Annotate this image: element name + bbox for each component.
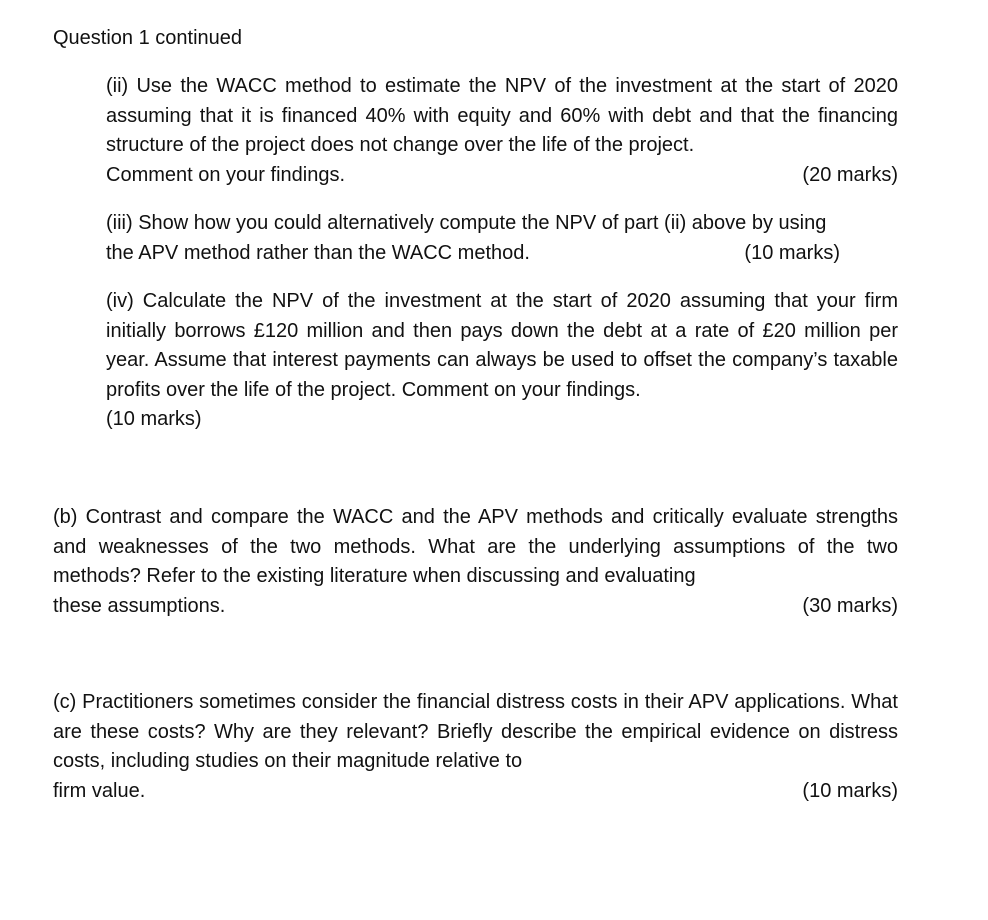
part-ii-last-line <box>106 161 898 191</box>
part-iii-marks: (10 marks) <box>744 241 840 264</box>
part-c-last-line <box>53 777 898 807</box>
question-part-b <box>53 503 898 621</box>
part-ii-text: (ii) Use the WACC method to estimate the NPV of the investment at the start of 2020 assuming that it is financed 40% with equity and 60% with debt and that the financing structure of the project does not change over the life of the project. <box>106 75 898 156</box>
part-ii-marks: (20 marks) <box>802 163 898 186</box>
part-iii-last-line-text: the APV method rather than the WACC method. <box>106 241 530 264</box>
part-iii-text: (iii) Show how you could alternatively compute the NPV of part (ii) above by using <box>106 212 827 234</box>
part-b-last-line <box>53 592 898 622</box>
part-iii-last-line <box>106 239 840 269</box>
part-c-last-line-text: firm value. <box>53 779 146 802</box>
part-c-marks: (10 marks) <box>802 779 898 802</box>
question-part-iv <box>106 287 898 435</box>
question-part-c <box>53 688 898 806</box>
part-b-text: (b) Contrast and compare the WACC and the APV methods and critically evaluate strengths and weaknesses of the two methods. What are the underlying assumptions of the two methods? Refer to the existing literature when discussing and evaluating <box>53 506 898 587</box>
part-iv-text: (iv) Calculate the NPV of the investment at the start of 2020 assuming that your firm initially borrows £120 million and then pays down the debt at a rate of £20 million per year. Assume that interest payments can always be used to offset the company’s taxable profits over the life of the project. Comment on your findings. <box>106 290 898 401</box>
part-b-last-line-text: these assumptions. <box>53 594 226 617</box>
part-c-text: (c) Practitioners sometimes consider the financial distress costs in their APV applications. What are these costs? Why are they relevant? Briefly describe the empirical evidence on distress costs, including studies on their magnitude relative to <box>53 691 898 772</box>
page-heading: Question 1 continued <box>53 27 243 49</box>
part-iv-marks: (10 marks) <box>106 408 202 430</box>
part-ii-last-line-text: Comment on your findings. <box>106 163 346 186</box>
question-part-ii <box>106 72 898 190</box>
question-part-iii <box>106 209 898 268</box>
part-b-marks: (30 marks) <box>802 594 898 617</box>
